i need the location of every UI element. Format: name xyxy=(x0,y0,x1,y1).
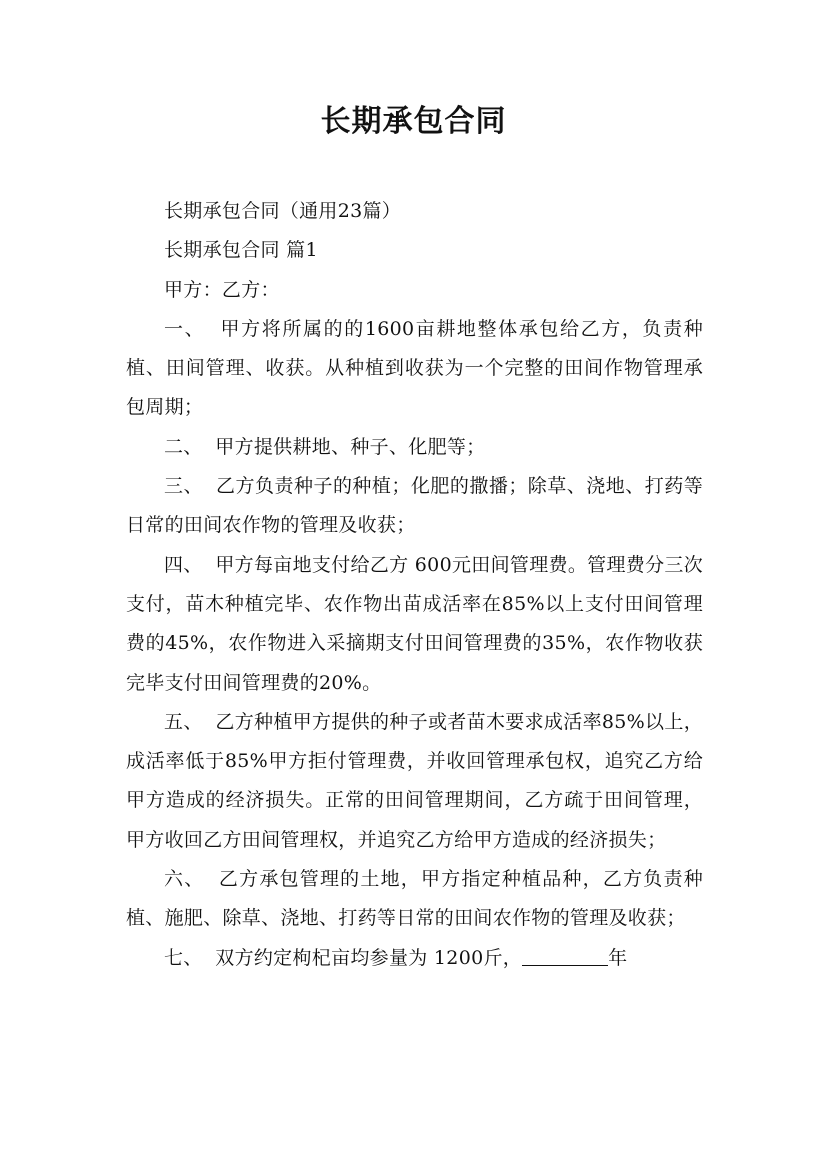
paragraph-clause-1: 一、 甲方将所属的的1600亩耕地整体承包给乙方，负责种植、田间管理、收获。从种植到收获为一个完整的田间作物管理承包周期； xyxy=(126,317,703,419)
clause-7-text: 七、 双方约定枸杞亩均参量为 1200斤， xyxy=(164,946,523,969)
paragraph-heading: 长期承包合同（通用23篇） xyxy=(164,200,402,222)
paragraph-section-title: 长期承包合同 篇1 xyxy=(164,239,318,262)
document-title: 长期承包合同 xyxy=(320,104,507,139)
paragraph-clause-6: 六、 乙方承包管理的土地，甲方指定种植品种，乙方负责种植、施肥、除草、浇地、打药等日常的田间农作物的管理及收获； xyxy=(126,868,703,930)
paragraph-clause-7 xyxy=(126,939,703,978)
paragraph-parties: 甲方：乙方： xyxy=(164,278,280,301)
paragraph-clause-4: 四、 甲方每亩地支付给乙方 600元田间管理费。管理费分三次支付，苗木种植完毕、农作物出苗成活率在85%以上支付田间管理费的45%，农作物进入采摘期支付田间管理费的35%，农作物收获完毕支付田间管理费的20%。 xyxy=(126,553,703,694)
paragraph-clause-5: 五、 乙方种植甲方提供的种子或者苗木要求成活率85%以上，成活率低于85%甲方拒付管理费，并收回管理承包权，追究乙方给甲方造成的经济损失。正常的田间管理期间，乙方疏于田间管理，甲方收回乙方田间管理权，并追究乙方给甲方造成的经济损失； xyxy=(126,710,703,851)
document-body xyxy=(126,192,703,978)
fill-in-blank xyxy=(522,947,608,966)
paragraph-clause-3: 三、 乙方负责种子的种植；化肥的撒播；除草、浇地、打药等日常的田间农作物的管理及收获； xyxy=(126,475,703,537)
clause-7-suffix: 年 xyxy=(608,946,628,969)
paragraph-clause-2: 二、 甲方提供耕地、种子、化肥等； xyxy=(164,435,486,458)
